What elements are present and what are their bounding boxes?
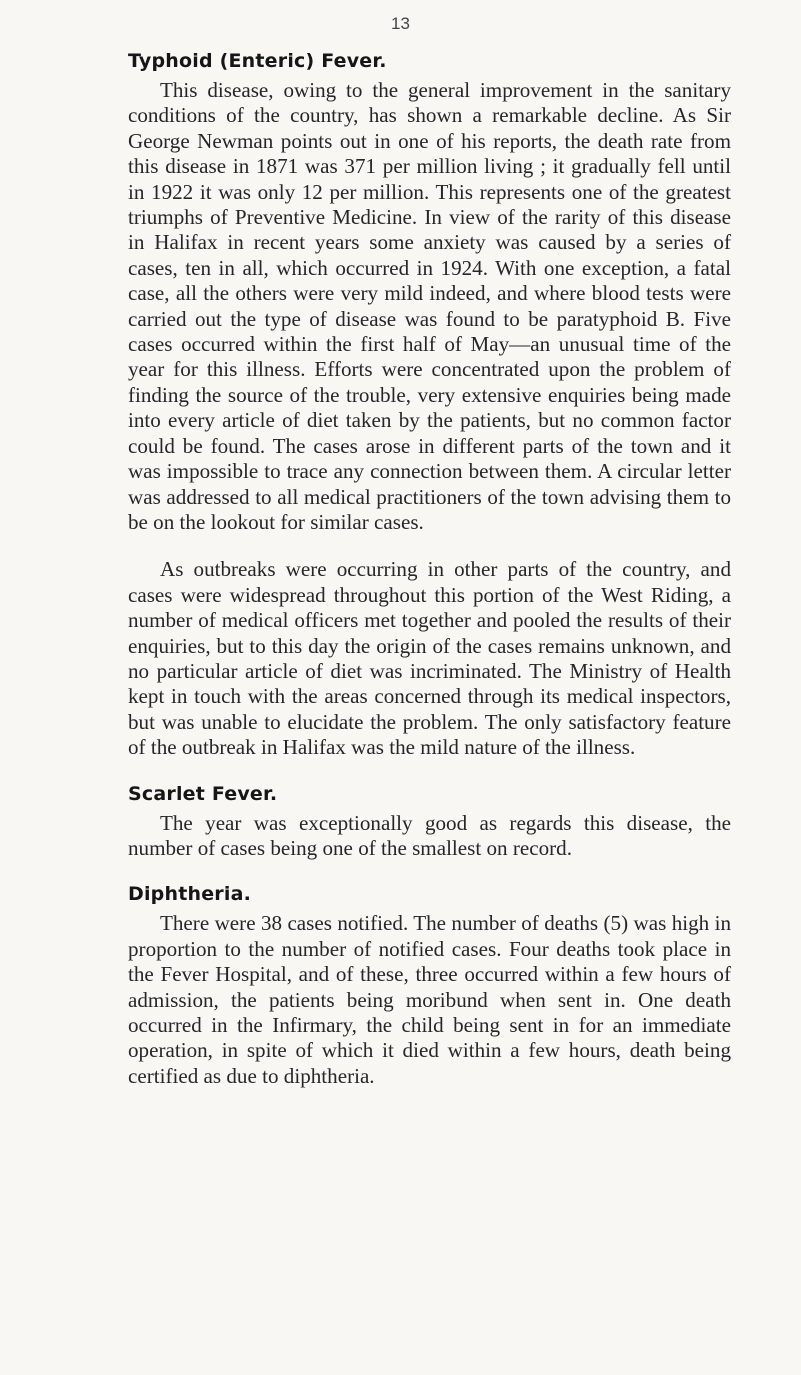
paragraph: This disease, owing to the general improvement in the sanitary conditions of the country, has shown a remarkable decline. As Sir George Newman points out in one of his reports, the death rate from this disease in 1871 was 371 per million living ; it gradually fell until in 1922 it was only 12 per million. This represents one of the greatest triumphs of Preventive Medicine. In view of the rarity of this disease in Halifax in recent years some anxiety was caused by a series of cases, ten in all, which occurred in 1924. With one exception, a fatal case, all the others were very mild indeed, and where blood tests were carried out the type of disease was found to be paratyphoid B. Five cases occurred within the first half of May—an unusual time of the year for this illness. Efforts were concentrated upon the problem of finding the source of the trouble, very extensive enquiries being made into every article of diet taken by the patients, but no common factor could be found. The cases arose in different parts of the town and it was impossible to trace any connection between them. A circular letter was addressed to all medical practitioners of the town advising them to be on the lookout for similar cases. [128, 78, 731, 534]
section-diphtheria [128, 883, 731, 1089]
section-heading-diphtheria: Diphtheria. [128, 883, 252, 906]
page-content [128, 50, 731, 1089]
section-typhoid [128, 50, 731, 761]
paragraph: The year was exceptionally good as regards this disease, the number of cases being one of the smallest on record. [128, 810, 731, 860]
page-number: 13 [391, 14, 410, 33]
section-heading-typhoid: Typhoid (Enteric) Fever. [128, 50, 387, 72]
section-heading-scarlet-fever: Scarlet Fever. [128, 782, 278, 805]
paragraph: As outbreaks were occurring in other parts of the country, and cases were widespread throughout this portion of the West Riding, a number of medical officers met together and pooled the results of their enquiries, but to this day the origin of the cases remains unknown, and no particular article of diet was incriminated. The Ministry of Health kept in touch with the areas concerned through its medical inspectors, but was unable to elucidate the problem. The only satisfactory feature of the outbreak in Halifax was the mild nature of the illness. [128, 557, 731, 760]
section-scarlet-fever [128, 783, 731, 862]
paragraph: There were 38 cases notified. The number of deaths (5) was high in proportion to the number of notified cases. Four deaths took place in the Fever Hospital, and of these, three occurred within a few hours of admission, the patients being moribund when sent in. One death occurred in the Infirmary, the child being sent in for an immediate operation, in spite of which it died within a few hours, death being certified as due to diphtheria. [128, 911, 731, 1088]
